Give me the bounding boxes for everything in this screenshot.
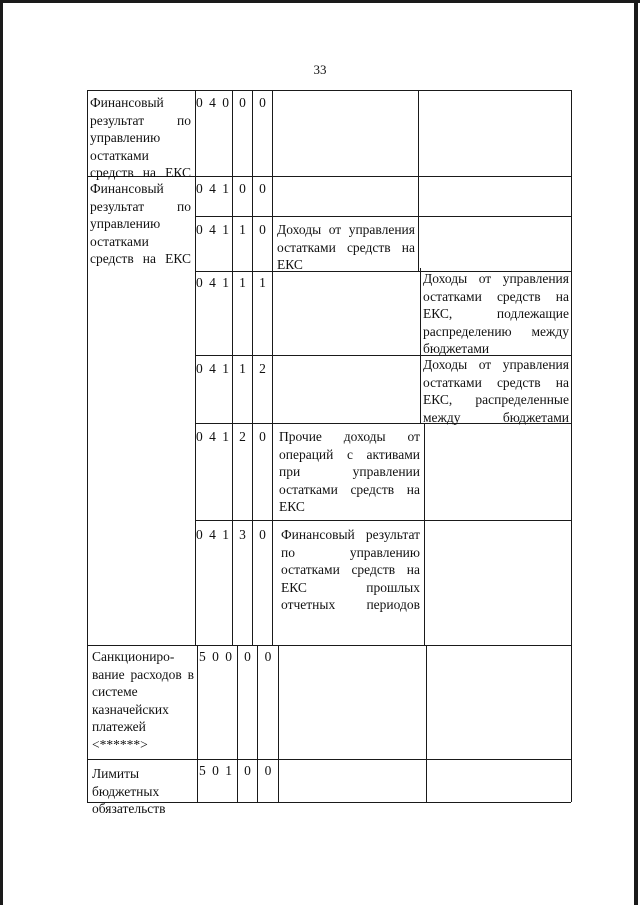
cell-border — [252, 176, 253, 645]
cell-border — [418, 90, 419, 176]
row-code: 0 4 0 — [196, 95, 231, 110]
table-border — [87, 90, 88, 802]
row-description: Доходы от управления остатками средств на ЕКС, распределенные между бюджетами — [423, 357, 569, 425]
row-name: Финансовый результат по управлению остатками средств на ЕКС — [90, 95, 191, 180]
row-divider — [87, 759, 571, 760]
page-edge — [0, 0, 3, 905]
row-code-digit: 0 — [259, 429, 266, 444]
row-code-digit: 2 — [239, 429, 246, 444]
row-code: 5 0 0 — [199, 649, 234, 664]
row-code-digit: 0 — [239, 181, 246, 196]
cell-border — [424, 423, 425, 645]
cell-border — [420, 268, 421, 423]
row-code-digit: 1 — [239, 275, 246, 290]
row-code-digit: 0 — [239, 95, 246, 110]
row-code-digit: 0 — [244, 763, 251, 778]
row-code-digit: 1 — [239, 222, 246, 237]
row-code-digit: 0 — [259, 527, 266, 542]
row-divider — [87, 645, 571, 646]
row-code-digit: 0 — [259, 95, 266, 110]
cell-border — [426, 645, 427, 802]
row-code: 0 4 1 — [196, 181, 231, 196]
page-edge — [634, 0, 638, 905]
row-description: Доходы от управления остатками средств на ЕКС, подлежащие распределению между бюджетами — [423, 271, 569, 356]
row-code-digit: 2 — [259, 361, 266, 376]
row-description: Финансовый результат по управлению остатками средств на ЕКС прошлых отчетных периодов — [281, 527, 420, 612]
row-code: 0 4 1 — [196, 222, 231, 237]
cell-border — [195, 176, 196, 645]
row-code-digit: 1 — [239, 361, 246, 376]
row-code: 0 4 1 — [196, 429, 231, 444]
row-code: 0 4 1 — [196, 275, 231, 290]
table-border — [87, 90, 571, 91]
row-code-digit: 0 — [264, 649, 272, 664]
page-edge — [0, 0, 640, 3]
cell-border — [278, 645, 279, 802]
cell-border — [418, 176, 419, 272]
row-name: Лимиты бюджетных обязательств — [92, 766, 166, 816]
page-number: 33 — [313, 62, 327, 77]
row-code-digit: 1 — [259, 275, 266, 290]
cell-border — [232, 176, 233, 645]
row-code: 5 0 1 — [199, 763, 234, 778]
row-code-digit: 0 — [259, 181, 266, 196]
cell-border — [272, 176, 273, 645]
row-code-digit: 0 — [244, 649, 251, 664]
row-description: Доходы от управления остатками средств на ЕКС — [277, 222, 415, 272]
row-code: 0 4 1 — [196, 361, 231, 376]
row-name: Санкциониро-вание расходов в системе казначейских платежей <******> — [92, 649, 194, 752]
cell-border — [197, 645, 198, 802]
row-divider — [195, 520, 571, 521]
row-code-digit: 0 — [264, 763, 272, 778]
table-border — [571, 90, 572, 802]
row-description: Прочие доходы от операций с активами при управлении остатками средств на ЕКС — [279, 429, 420, 514]
cell-border — [272, 90, 273, 176]
row-code-digit: 3 — [239, 527, 246, 542]
row-name: Финансовый результат по управлению остатками средств на ЕКС — [90, 181, 191, 266]
row-code-digit: 0 — [259, 222, 266, 237]
row-divider — [195, 216, 571, 217]
row-code: 0 4 1 — [196, 527, 231, 542]
